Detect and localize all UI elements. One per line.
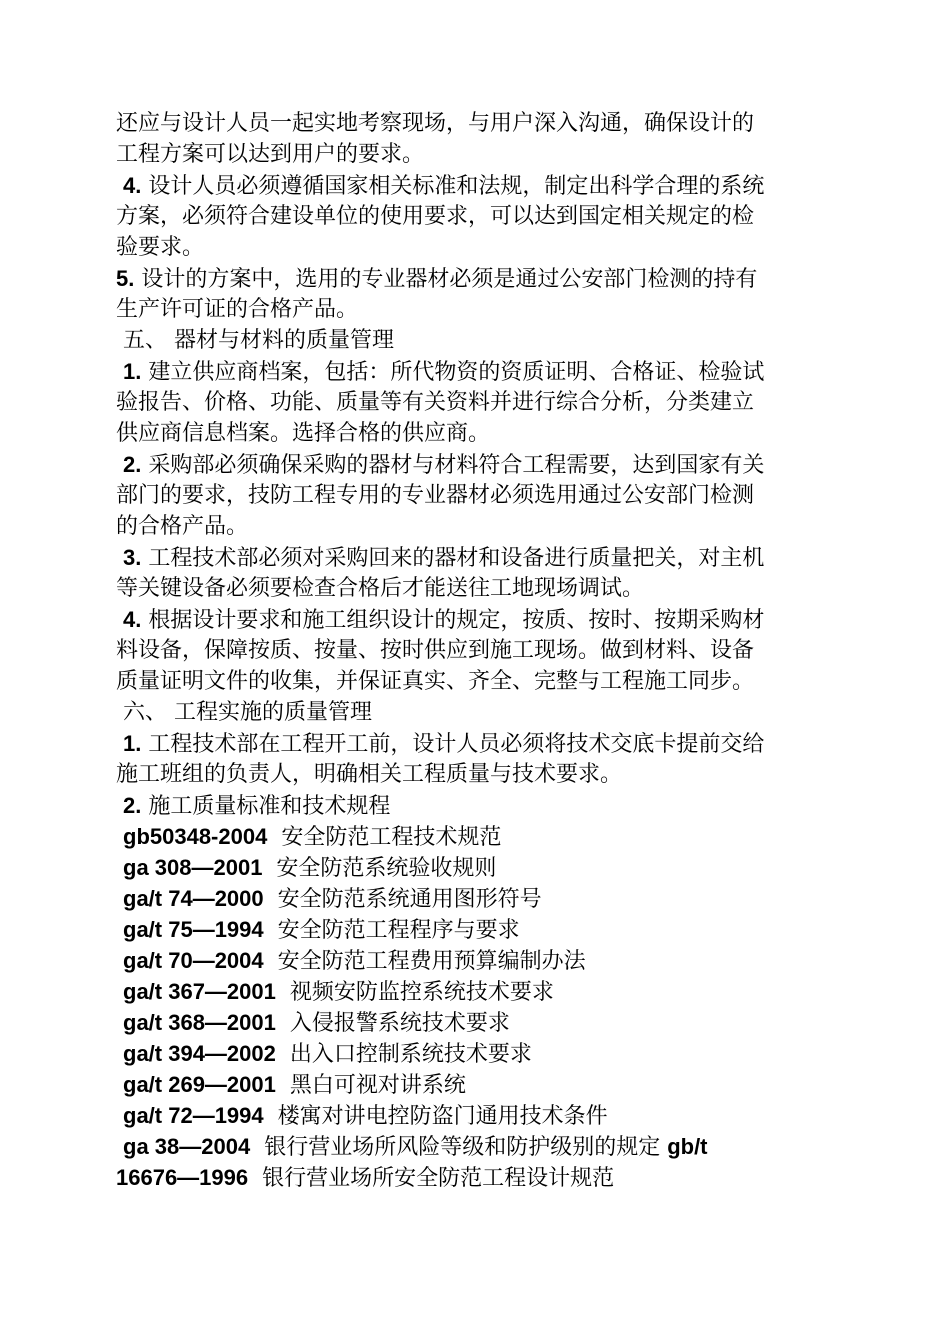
line-text: 银行营业场所安全防范工程设计规范 <box>248 1166 615 1191</box>
line-text: 建立供应商档案，包括：所代物资的资质证明、合格证、检验试 <box>141 360 765 385</box>
item-number: 3. <box>123 545 142 570</box>
text-line <box>116 356 836 387</box>
standard-code: 16676—1996 <box>116 1165 249 1190</box>
item-number: 5. <box>116 266 135 291</box>
text-line <box>116 728 836 759</box>
text-line <box>116 883 836 914</box>
line-text: 出入口控制系统技术要求 <box>275 1042 532 1067</box>
line-text: 施工班组的负责人，明确相关工程质量与技术要求。 <box>116 762 623 787</box>
text-line <box>116 666 836 697</box>
line-text: 安全防范系统通用图形符号 <box>263 887 542 912</box>
line-text: 验报告、价格、功能、质量等有关资料并进行综合分析，分类建立 <box>116 390 755 415</box>
line-text: 采购部必须确保采购的器材与材料符合工程需要，达到国家有关 <box>141 453 765 478</box>
item-number: 4. <box>123 607 142 632</box>
text-line <box>116 1131 836 1162</box>
line-text: 安全防范工程程序与要求 <box>263 918 520 943</box>
text-line <box>116 108 836 139</box>
text-line <box>116 852 836 883</box>
standard-code: gb/t <box>667 1134 708 1159</box>
line-text: 五、 器材与材料的质量管理 <box>116 328 394 353</box>
line-text: 入侵报警系统技术要求 <box>275 1011 510 1036</box>
item-number: 1. <box>123 731 142 756</box>
text-line <box>116 790 836 821</box>
line-text: 质量证明文件的收集，并保证真实、齐全、完整与工程施工同步。 <box>116 669 755 694</box>
text-line <box>116 263 836 294</box>
line-text: 银行营业场所风险等级和防护级别的规定 <box>250 1135 668 1160</box>
standard-code: ga 38—2004 <box>123 1134 251 1159</box>
text-line <box>116 604 836 635</box>
line-text: 料设备，保障按质、按量、按时供应到施工现场。做到材料、设备 <box>116 638 755 663</box>
line-text: 供应商信息档案。选择合格的供应商。 <box>116 421 491 446</box>
line-text: 验要求。 <box>116 235 205 260</box>
item-number: 1. <box>123 359 142 384</box>
text-line <box>116 170 836 201</box>
line-text: 安全防范工程技术规范 <box>267 825 502 850</box>
document-body <box>116 108 836 1193</box>
line-text: 视频安防监控系统技术要求 <box>275 980 554 1005</box>
text-line <box>116 1100 836 1131</box>
text-line <box>116 387 836 418</box>
text-line <box>116 759 836 790</box>
standard-code: ga/t 269—2001 <box>123 1072 276 1097</box>
item-number: 4. <box>123 173 142 198</box>
text-line <box>116 232 836 263</box>
item-number: 2. <box>123 793 142 818</box>
text-line <box>116 914 836 945</box>
text-line <box>116 139 836 170</box>
text-line <box>116 449 836 480</box>
text-line <box>116 511 836 542</box>
line-text: 黑白可视对讲系统 <box>275 1073 466 1098</box>
item-number: 2. <box>123 452 142 477</box>
line-text: 工程技术部在工程开工前，设计人员必须将技术交底卡提前交给 <box>141 732 765 757</box>
line-text: 生产许可证的合格产品。 <box>116 297 359 322</box>
text-line <box>116 480 836 511</box>
standard-code: ga/t 394—2002 <box>123 1041 276 1066</box>
line-text: 方案，必须符合建设单位的使用要求，可以达到国定相关规定的检 <box>116 204 755 229</box>
text-line <box>116 418 836 449</box>
text-line <box>116 1038 836 1069</box>
text-line <box>116 201 836 232</box>
text-line <box>116 542 836 573</box>
text-line <box>116 325 836 356</box>
line-text: 的合格产品。 <box>116 514 249 539</box>
line-text: 工程方案可以达到用户的要求。 <box>116 142 425 167</box>
standard-code: ga/t 74—2000 <box>123 886 264 911</box>
line-text: 设计人员必须遵循国家相关标准和法规，制定出科学合理的系统 <box>141 174 765 199</box>
text-line <box>116 294 836 325</box>
text-line <box>116 976 836 1007</box>
line-text: 安全防范工程费用预算编制办法 <box>263 949 586 974</box>
standard-code: ga/t 72—1994 <box>123 1103 264 1128</box>
line-text: 六、 工程实施的质量管理 <box>116 700 372 725</box>
text-line <box>116 573 836 604</box>
text-line <box>116 1069 836 1100</box>
standard-code: ga/t 70—2004 <box>123 948 264 973</box>
text-line <box>116 1007 836 1038</box>
text-line <box>116 821 836 852</box>
line-text: 根据设计要求和施工组织设计的规定，按质、按时、按期采购材 <box>141 608 765 633</box>
line-text: 还应与设计人员一起实地考察现场，与用户深入沟通，确保设计的 <box>116 111 755 136</box>
standard-code: ga/t 367—2001 <box>123 979 276 1004</box>
standard-code: ga 308—2001 <box>123 855 263 880</box>
text-line <box>116 945 836 976</box>
text-line <box>116 1162 836 1193</box>
standard-code: ga/t 75—1994 <box>123 917 264 942</box>
line-text: 楼寓对讲电控防盗门通用技术条件 <box>263 1104 608 1129</box>
standard-code: gb50348-2004 <box>123 824 268 849</box>
standard-code: ga/t 368—2001 <box>123 1010 276 1035</box>
line-text: 安全防范系统验收规则 <box>262 856 497 881</box>
line-text: 部门的要求，技防工程专用的专业器材必须选用通过公安部门检测 <box>116 483 755 508</box>
text-line <box>116 635 836 666</box>
line-text: 工程技术部必须对采购回来的器材和设备进行质量把关，对主机 <box>141 546 765 571</box>
line-text: 等关键设备必须要检查合格后才能送往工地现场调试。 <box>116 576 645 601</box>
text-line <box>116 697 836 728</box>
line-text: 施工质量标准和技术规程 <box>141 794 391 819</box>
line-text: 设计的方案中，选用的专业器材必须是通过公安部门检测的持有 <box>134 267 758 292</box>
